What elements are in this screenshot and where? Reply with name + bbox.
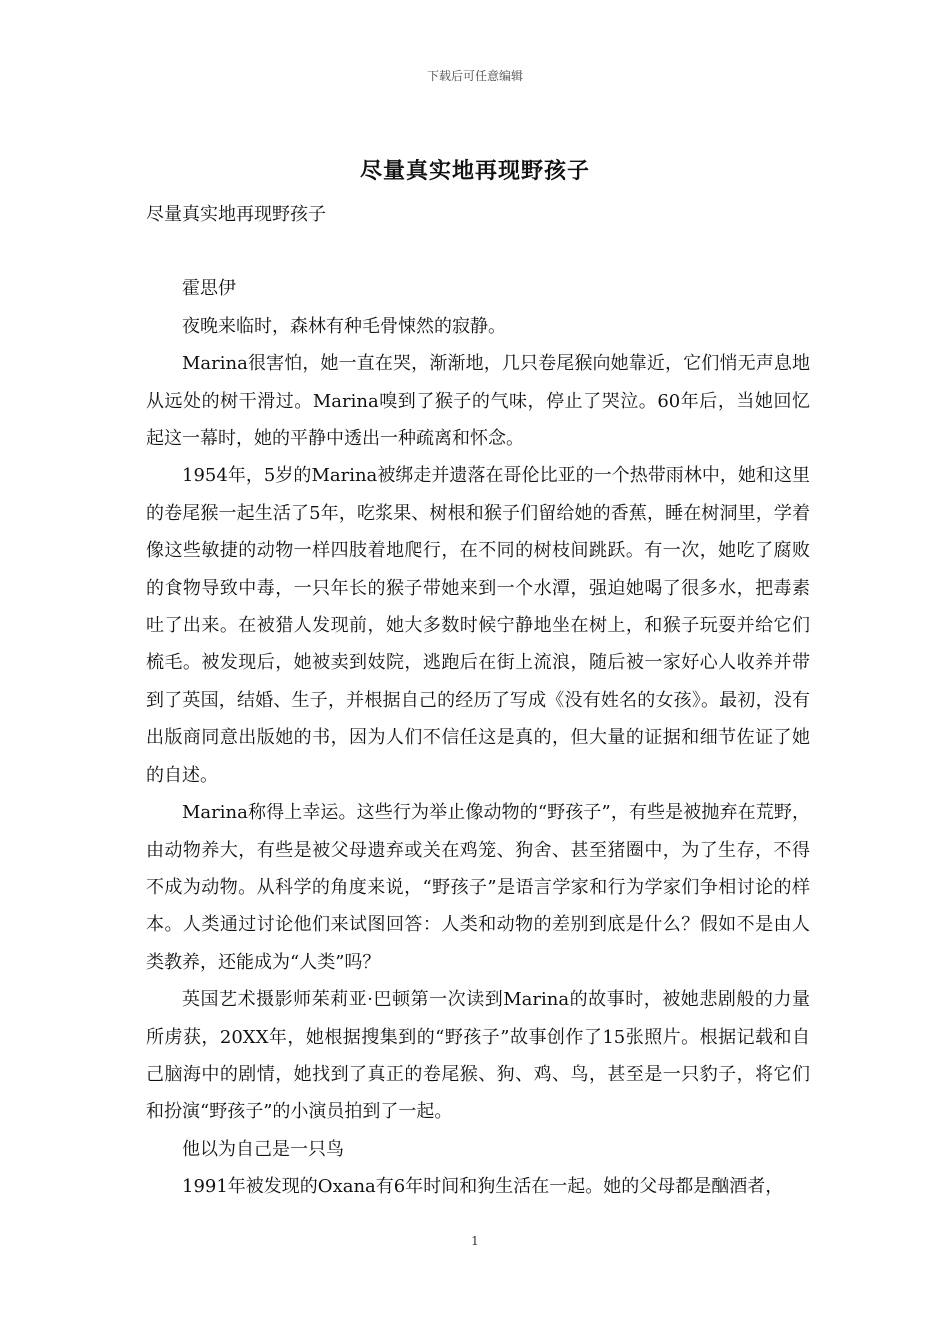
paragraph: Marina很害怕，她一直在哭，渐渐地，几只卷尾猴向她靠近，它们悄无声息地从远处的树干滑过。Marina嗅到了猴子的气味，停止了哭泣。60年后，当她回忆起这一幕时，她的平静中透出一种疏离和怀念。 bbox=[146, 353, 810, 450]
document-subtitle: 尽量真实地再现野孩子 bbox=[146, 204, 326, 225]
paragraph: 1954年，5岁的Marina被绑走并遗落在哥伦比亚的一个热带雨林中，她和这里的卷尾猴一起生活了5年，吃浆果、树根和猴子们留给她的香蕉，睡在树洞里，学着像这些敏捷的动物一样四肢着地爬行，在不同的树枝间跳跃。有一次，她吃了腐败的食物导致中毒，一只年长的猴子带她来到一个水潭，强迫她喝了很多水，把毒素吐了出来。在被猎人发现前，她大多数时候宁静地坐在树上，和猴子玩耍并给它们梳毛。被发现后，她被卖到妓院，逃跑后在街上流浪，随后被一家好心人收养并带到了英国，结婚、生子，并根据自己的经历了写成《没有姓名的女孩》。最初，没有出版商同意出版她的书，因为人们不信任这是真的，但大量的证据和细节佐证了她的自述。 bbox=[146, 465, 810, 786]
document-title: 尽量真实地再现野孩子 bbox=[359, 158, 590, 184]
page-number: 1 bbox=[471, 1234, 479, 1248]
paragraph: Marina称得上幸运。这些行为举止像动物的“野孩子”，有些是被抛弃在荒野，由动物养大，有些是被父母遗弃或关在鸡笼、狗舍、甚至猪圈中，为了生存，不得不成为动物。从科学的角度来说，“野孩子”是语言学家和行为学家们争相讨论的样本。人类通过讨论他们来试图回答：人类和动物的差别到底是什么？假如不是由人类教养，还能成为“人类”吗？ bbox=[146, 802, 810, 973]
paragraph: 夜晚来临时，森林有种毛骨悚然的寂静。 bbox=[182, 315, 506, 337]
section-heading: 他以为自己是一只鸟 bbox=[182, 1138, 344, 1160]
paragraph: 英国艺术摄影师茱莉亚·巴顿第一次读到Marina的故事时，被她悲剧般的力量所虏获，20XX年，她根据搜集到的“野孩子”故事创作了15张照片。根据记载和自己脑海中的剧情，她找到了真正的卷尾猴、狗、鸡、鸟，甚至是一只豹子，将它们和扮演“野孩子”的小演员拍到了一起。 bbox=[146, 989, 810, 1123]
author-name: 霍思伊 bbox=[182, 278, 236, 300]
paragraph: 1991年被发现的Oxana有6年时间和狗生活在一起。她的父母都是酗酒者， bbox=[182, 1176, 784, 1198]
header-note: 下载后可任意编辑 bbox=[426, 69, 523, 83]
document-body bbox=[146, 196, 810, 1206]
